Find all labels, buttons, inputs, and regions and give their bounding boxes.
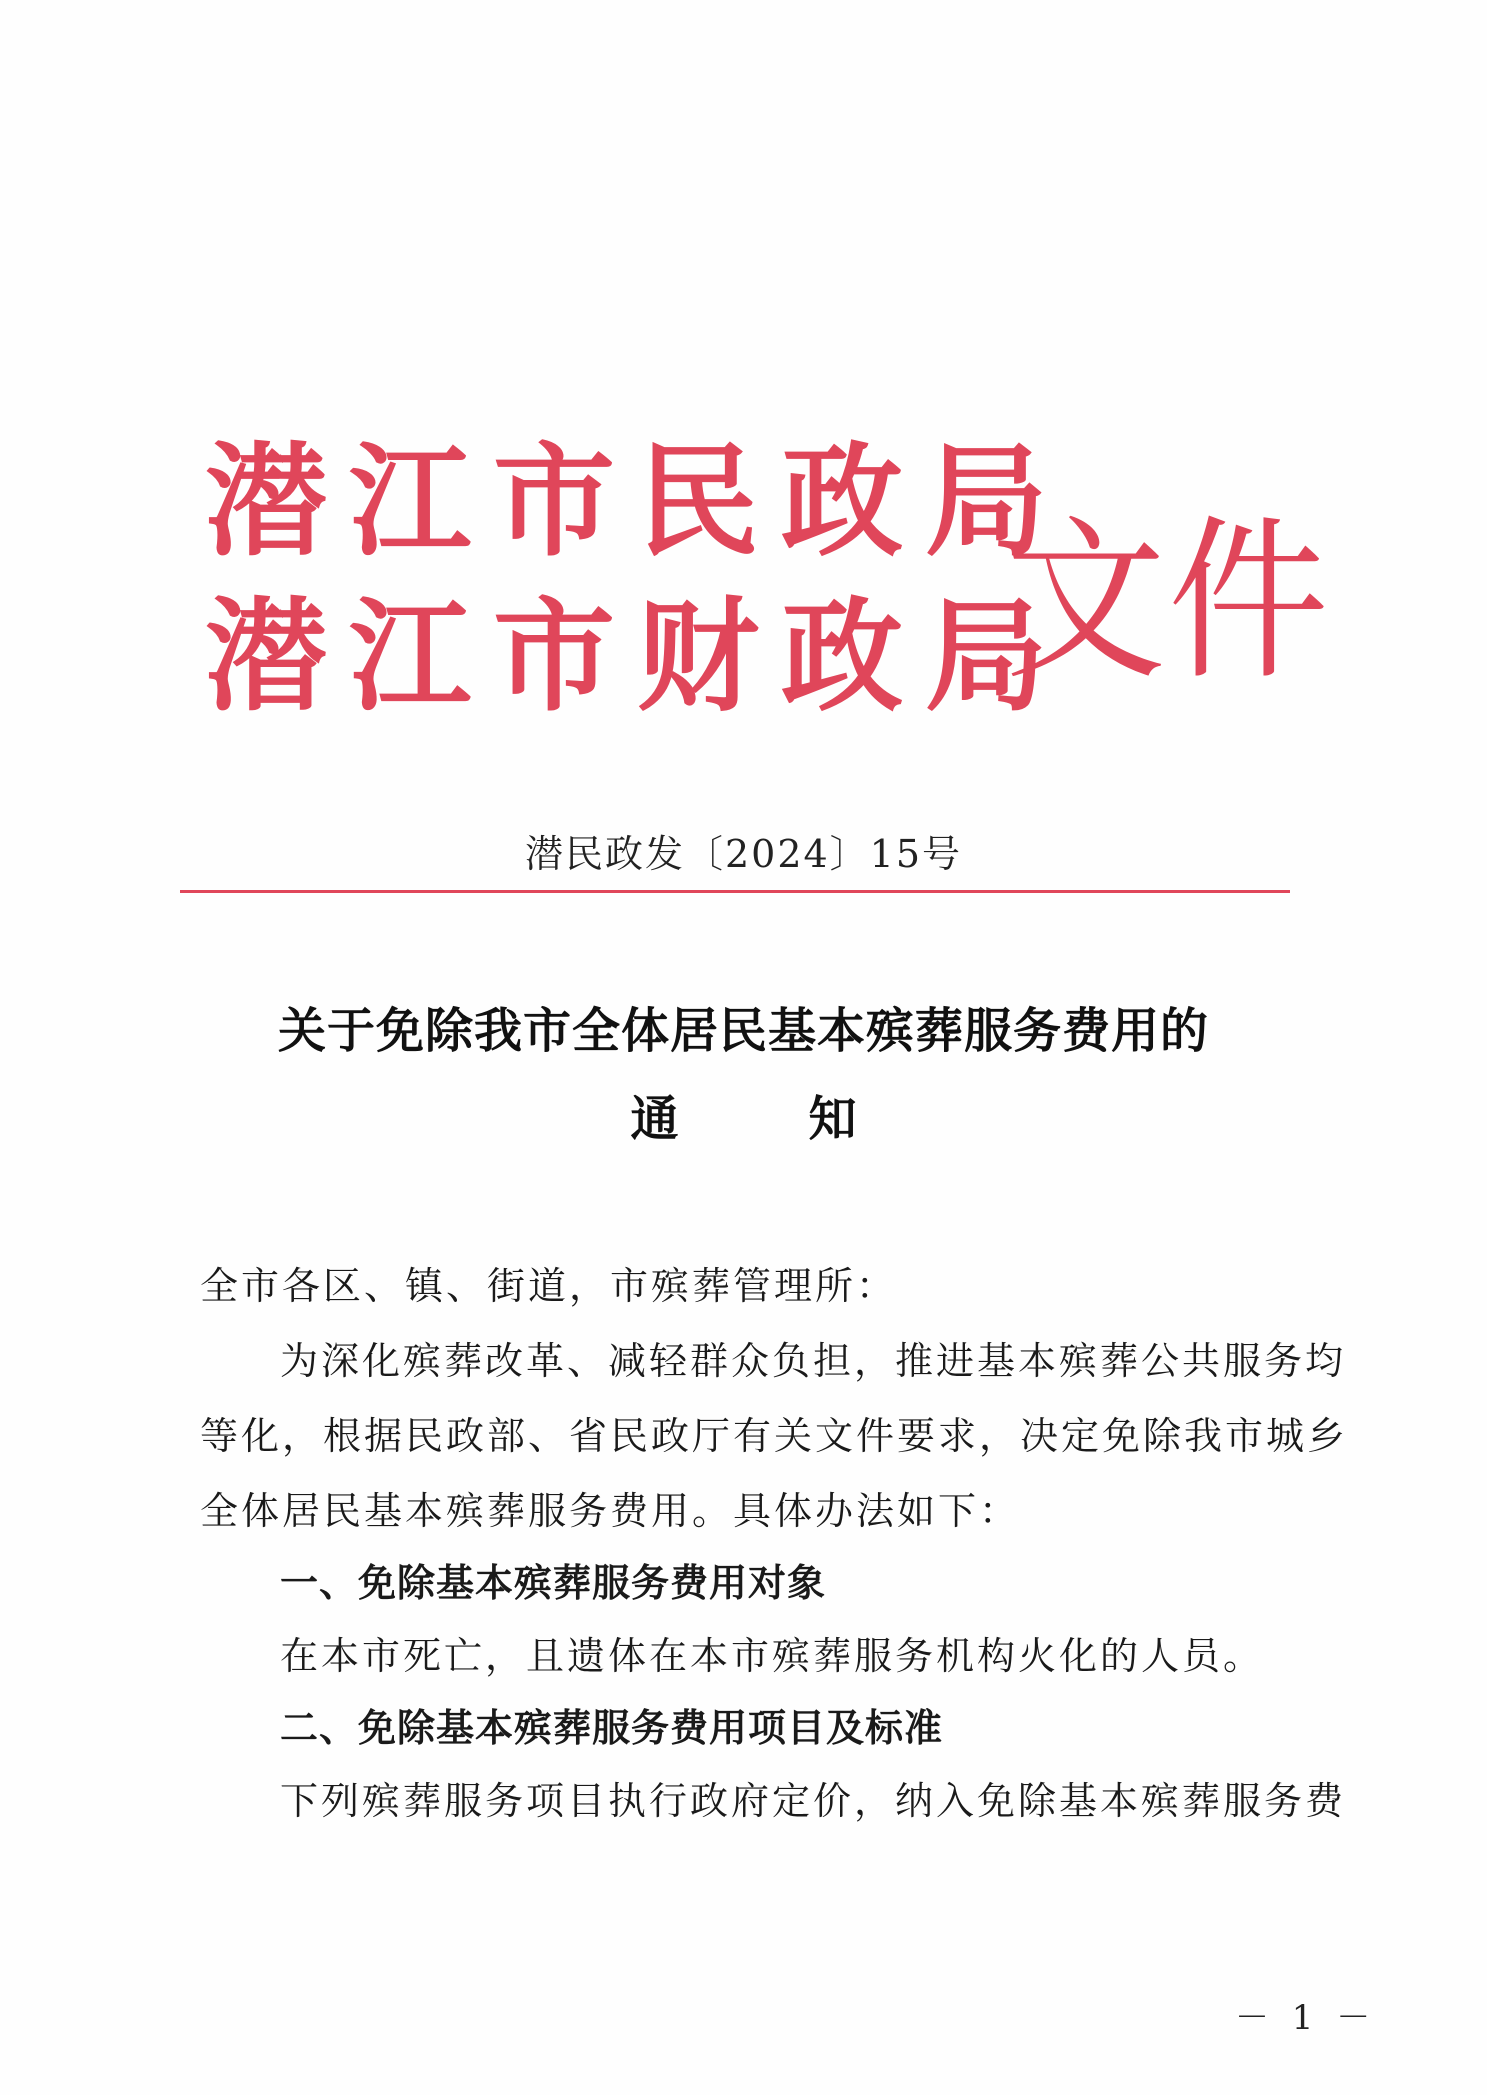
page-number: － 1 － [1235, 1998, 1377, 2038]
red-divider-line [180, 890, 1290, 893]
paragraph-2: 在本市死亡，且遗体在本市殡葬服务机构火化的人员。 [280, 1634, 1265, 1678]
masthead-line-finance: 潜江市财政局 [205, 584, 1069, 728]
masthead-suffix: 文件 [1005, 501, 1331, 704]
paragraph-3: 下列殡葬服务项目执行政府定价，纳入免除基本殡葬服务费 [280, 1779, 1347, 1823]
document-title-line1: 关于免除我市全体居民基本殡葬服务费用的 [277, 1003, 1209, 1059]
red-masthead [205, 420, 1331, 740]
paragraph-1-line-2: 等化，根据民政部、省民政厅有关文件要求，决定免除我市城乡 [200, 1414, 1349, 1458]
masthead-line-civil-affairs: 潜江市民政局 [205, 429, 1069, 573]
salutation: 全市各区、镇、街道，市殡葬管理所： [200, 1264, 898, 1308]
section-heading-2: 二、免除基本殡葬服务费用项目及标准 [280, 1706, 944, 1750]
document-title-line2: 通知 [630, 1091, 987, 1147]
document-number: 潜民政发〔2024〕15号 [524, 832, 963, 876]
paragraph-1-line-3: 全体居民基本殡葬服务费用。具体办法如下： [200, 1489, 1021, 1533]
paragraph-1-line-1: 为深化殡葬改革、减轻群众负担，推进基本殡葬公共服务均 [280, 1339, 1347, 1383]
section-heading-1: 一、免除基本殡葬服务费用对象 [280, 1561, 827, 1605]
